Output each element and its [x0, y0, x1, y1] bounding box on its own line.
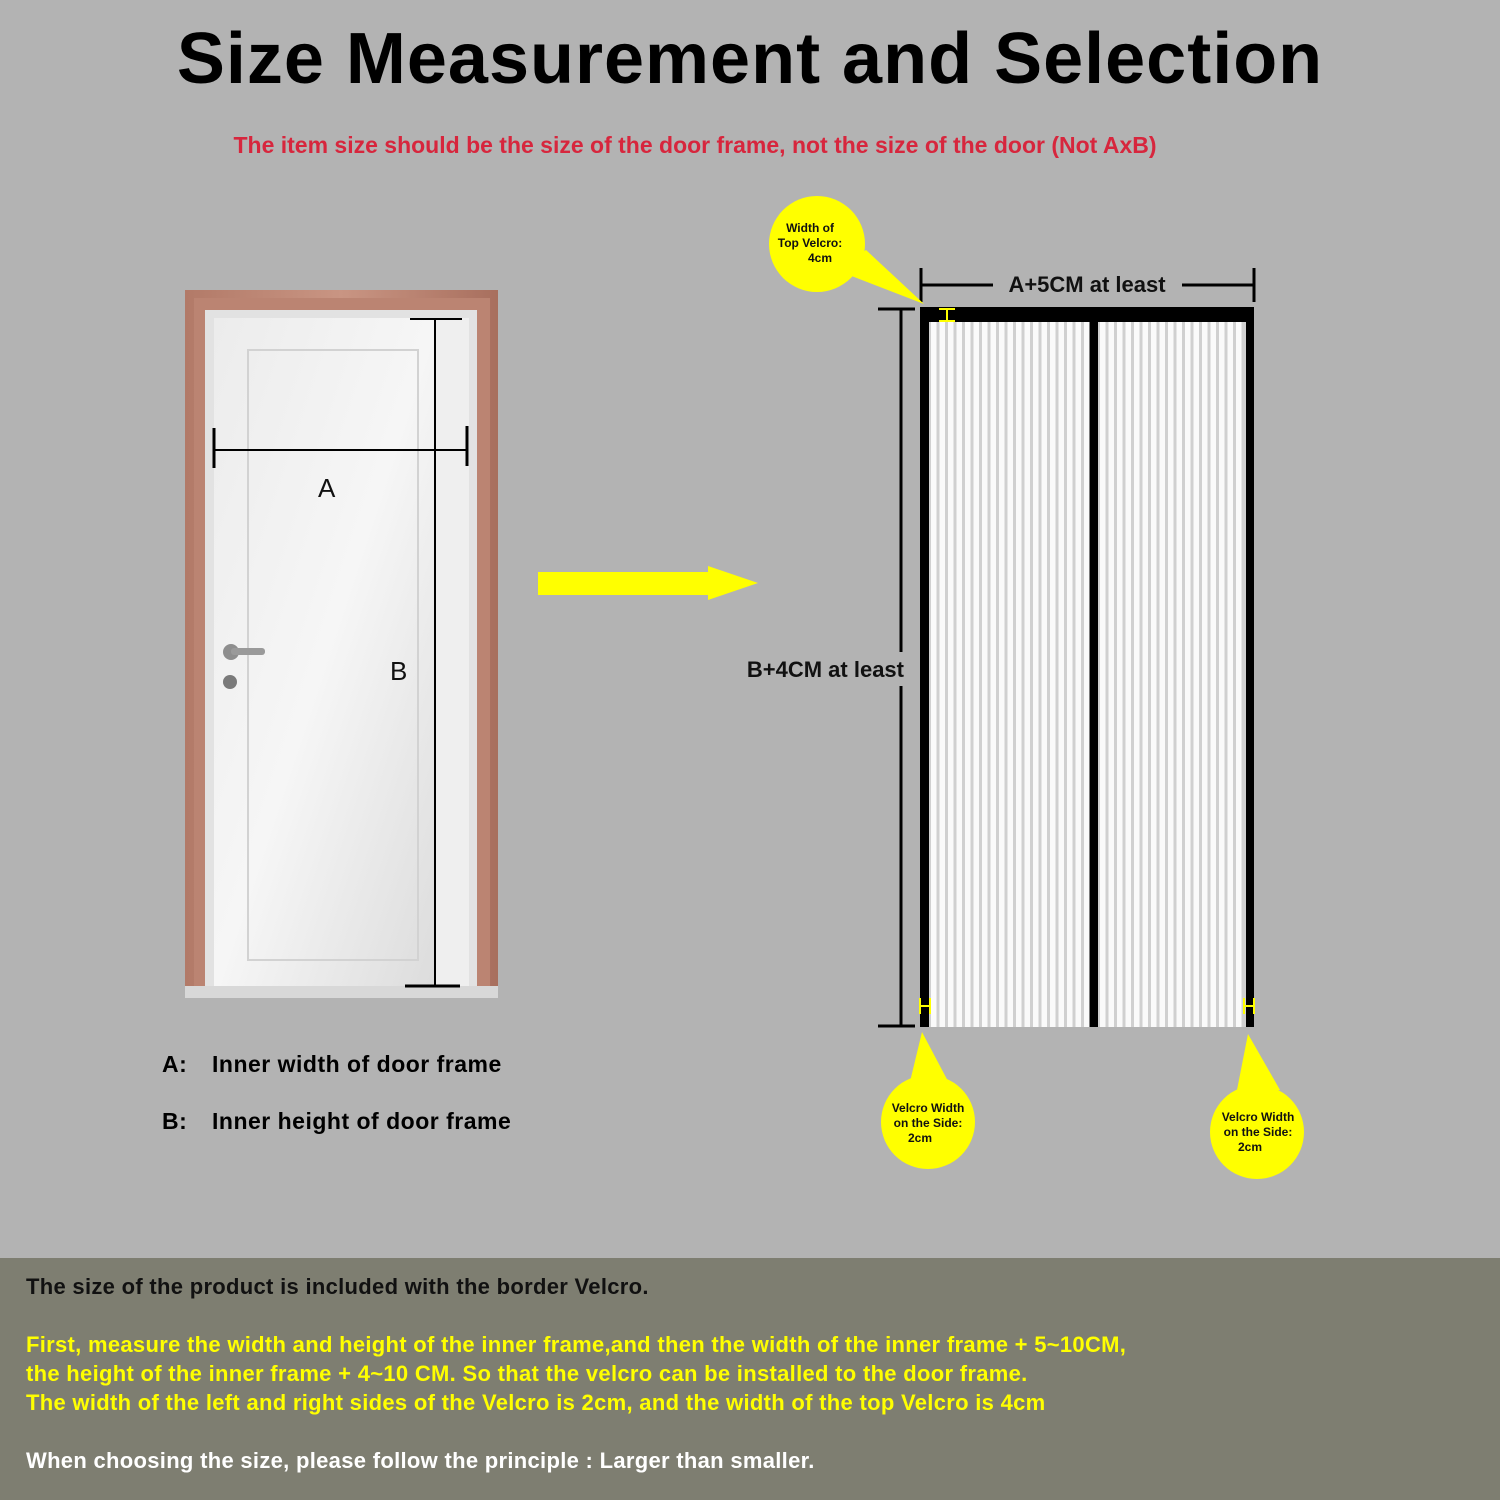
width-label: A+5CM at least: [1008, 272, 1166, 297]
label-b: B: [390, 656, 408, 686]
mesh-strip: [991, 322, 997, 1027]
legend-b: [162, 1108, 511, 1135]
mesh-strip: [1211, 322, 1217, 1027]
mesh-strip: [1059, 322, 1065, 1027]
legend-a-key: A:: [162, 1051, 188, 1077]
screen-mesh-right: [1100, 322, 1242, 1027]
mesh-strip: [965, 322, 971, 1027]
mesh-strip: [1134, 322, 1140, 1027]
note-line-5: When choosing the size, please follow the principle : Larger than smaller.: [26, 1448, 815, 1473]
callout-left-line-1: Velcro Width: [891, 1101, 965, 1115]
mesh-strip: [1008, 322, 1014, 1027]
mesh-strip: [957, 322, 963, 1027]
mesh-strip: [999, 322, 1005, 1027]
mesh-strip: [1042, 322, 1048, 1027]
mesh-strip: [974, 322, 980, 1027]
notes-panel: [0, 1258, 1500, 1500]
note-line-3: the height of the inner frame + 4~10 CM. So that the velcro can be installed to the door frame.: [26, 1361, 1028, 1386]
arrow-right-icon: [538, 566, 758, 600]
mesh-strip: [1236, 322, 1242, 1027]
door-illustration: [185, 290, 498, 998]
mesh-strip: [1160, 322, 1166, 1027]
mesh-strip: [1050, 322, 1056, 1027]
height-label: B+4CM at least: [746, 657, 904, 682]
callout-right-line-1: Velcro Width: [1221, 1110, 1295, 1124]
callout-top-line-1: Width of: [786, 221, 834, 235]
mesh-strip: [1025, 322, 1031, 1027]
callout-left-line-3: 2cm: [907, 1131, 933, 1145]
callout-right-line-2: on the Side:: [1223, 1125, 1293, 1139]
page-subtitle: The item size should be the size of the door frame, not the size of the door (Not AxB): [233, 132, 1157, 158]
note-line-1: The size of the product is included with the border Velcro.: [26, 1274, 649, 1299]
callout-left-velcro: [881, 1032, 975, 1169]
callout-top-line-2: Top Velcro:: [777, 236, 843, 250]
mesh-strip: [940, 322, 946, 1027]
mesh-strip: [1100, 322, 1106, 1027]
mesh-strip: [1076, 322, 1082, 1027]
callout-top-line-3: 4cm: [807, 251, 833, 265]
mesh-strip: [1168, 322, 1174, 1027]
mesh-strip: [1219, 322, 1225, 1027]
mesh-strip: [982, 322, 988, 1027]
callout-right-velcro: [1210, 1034, 1304, 1179]
door-lock: [223, 675, 237, 689]
legend-b-text: Inner height of door frame: [212, 1108, 512, 1134]
mesh-strip: [1194, 322, 1200, 1027]
callout-top-velcro: [769, 196, 924, 304]
mesh-strip: [1117, 322, 1123, 1027]
mesh-strip: [1033, 322, 1039, 1027]
mesh-strip: [1016, 322, 1022, 1027]
mesh-strip: [1084, 322, 1090, 1027]
legend-a: [162, 1051, 502, 1078]
mesh-strip: [931, 322, 937, 1027]
mesh-strip: [948, 322, 954, 1027]
mesh-strip: [1228, 322, 1234, 1027]
mesh-strip: [1126, 322, 1132, 1027]
note-line-4: The width of the left and right sides of the Velcro is 2cm, and the width of the top Velcro is 4cm: [26, 1390, 1046, 1415]
mesh-strip: [1067, 322, 1073, 1027]
legend-a-text: Inner width of door frame: [212, 1051, 502, 1077]
label-a: A: [318, 473, 336, 503]
note-line-2: First, measure the width and height of the inner frame,and then the width of the inner frame + 5~10CM,: [26, 1332, 1127, 1357]
legend-b-key: B:: [162, 1108, 188, 1134]
callout-left-line-2: on the Side:: [893, 1116, 963, 1130]
page-title: Size Measurement and Selection: [176, 19, 1324, 99]
mesh-strip: [1177, 322, 1183, 1027]
mesh-strip: [1109, 322, 1115, 1027]
mesh-strip: [1143, 322, 1149, 1027]
mesh-strip: [1151, 322, 1157, 1027]
mesh-strip: [1185, 322, 1191, 1027]
screen-door-illustration: [747, 268, 1254, 1027]
callout-right-line-3: 2cm: [1237, 1140, 1263, 1154]
mesh-strip: [1202, 322, 1208, 1027]
